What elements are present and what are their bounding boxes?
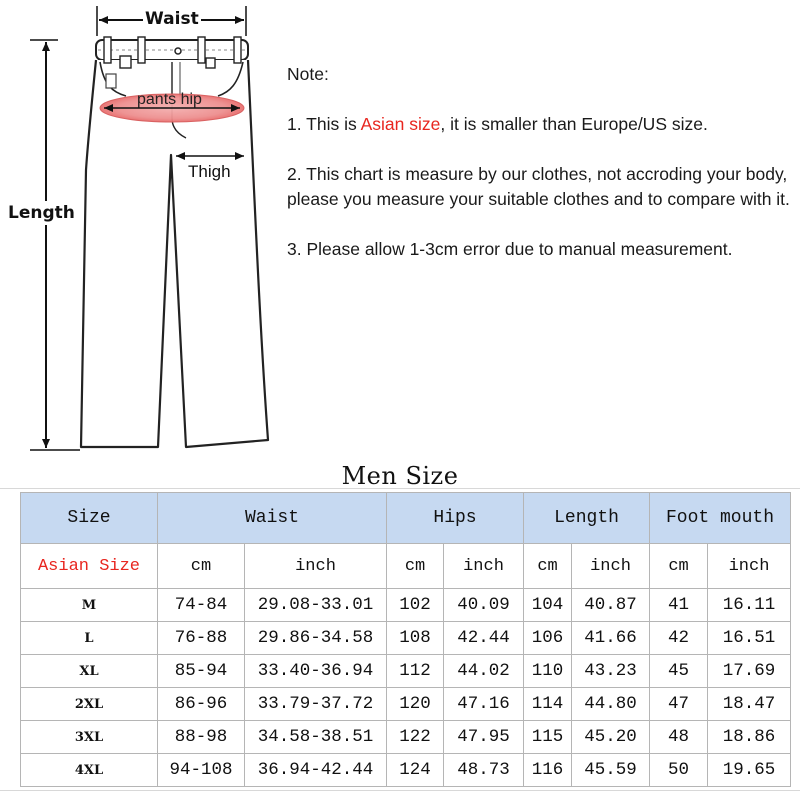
table-row [21,721,791,754]
unit-hips-cm: cm [387,544,444,589]
size-cell: 4XL [21,754,158,787]
table-row [21,655,791,688]
length-inch-cell: 44.80 [572,688,650,721]
header-size: Size [21,493,158,544]
hips-inch-cell: 40.09 [444,589,524,622]
foot-inch-cell: 16.11 [708,589,791,622]
length-inch-cell: 45.20 [572,721,650,754]
waist-inch-cell: 33.79-37.72 [245,688,387,721]
unit-foot-cm: cm [650,544,708,589]
note-item-2: 2. This chart is measure by our clothes, not accroding your body, [287,164,788,184]
length-inch-cell: 41.66 [572,622,650,655]
foot-inch-cell: 19.65 [708,754,791,787]
hips-inch-cell: 47.95 [444,721,524,754]
header-waist: Waist [158,493,387,544]
notes-heading: Note: [287,64,329,84]
asian-size-label: Asian Size [21,544,158,589]
length-inch-cell: 40.87 [572,589,650,622]
foot-cm-cell: 47 [650,688,708,721]
waist-inch-cell: 33.40-36.94 [245,655,387,688]
header-hips: Hips [387,493,524,544]
unit-waist-inch: inch [245,544,387,589]
size-cell: XL [21,655,158,688]
table-row [21,754,791,787]
hips-inch-cell: 48.73 [444,754,524,787]
length-cm-cell: 114 [524,688,572,721]
note-item-1: 1. This is Asian size, it is smaller than Europe/US size. [287,114,708,134]
foot-inch-cell: 17.69 [708,655,791,688]
foot-cm-cell: 42 [650,622,708,655]
notes-block [287,62,792,287]
size-cell: M [21,589,158,622]
length-label: Length [8,203,75,223]
pants-illustration [0,0,280,460]
unit-waist-cm: cm [158,544,245,589]
length-inch-cell: 43.23 [572,655,650,688]
waist-cm-cell: 94-108 [158,754,245,787]
length-cm-cell: 116 [524,754,572,787]
note-item-2-cont: please you measure your suitable clothes and to compare with it. [287,189,790,209]
waist-label: Waist [145,9,199,29]
waist-cm-cell: 86-96 [158,688,245,721]
hips-cm-cell: 122 [387,721,444,754]
foot-inch-cell: 16.51 [708,622,791,655]
waist-cm-cell: 74-84 [158,589,245,622]
length-cm-cell: 115 [524,721,572,754]
table-row [21,589,791,622]
table-header-row [21,493,791,544]
length-cm-cell: 106 [524,622,572,655]
hips-cm-cell: 108 [387,622,444,655]
waist-inch-cell: 36.94-42.44 [245,754,387,787]
hips-cm-cell: 112 [387,655,444,688]
waist-cm-cell: 85-94 [158,655,245,688]
table-units-row [21,544,791,589]
waist-inch-cell: 29.86-34.58 [245,622,387,655]
header-length: Length [524,493,650,544]
hips-inch-cell: 42.44 [444,622,524,655]
hips-cm-cell: 120 [387,688,444,721]
thigh-label: Thigh [188,162,231,181]
foot-cm-cell: 50 [650,754,708,787]
table-title: Men Size [341,462,459,490]
note-item-3: 3. Please allow 1-3cm error due to manual measurement. [287,239,733,259]
size-cell: L [21,622,158,655]
size-cell: 2XL [21,688,158,721]
foot-cm-cell: 45 [650,655,708,688]
table-row [21,688,791,721]
foot-cm-cell: 41 [650,589,708,622]
unit-hips-inch: inch [444,544,524,589]
pants-hip-label: pants hip [137,91,202,108]
hips-cm-cell: 102 [387,589,444,622]
foot-inch-cell: 18.47 [708,688,791,721]
size-table [20,492,791,787]
foot-cm-cell: 48 [650,721,708,754]
waist-inch-cell: 29.08-33.01 [245,589,387,622]
asian-size-highlight: Asian size [360,114,441,134]
unit-length-inch: inch [572,544,650,589]
foot-inch-cell: 18.86 [708,721,791,754]
size-cell: 3XL [21,721,158,754]
header-foot-mouth: Foot mouth [650,493,791,544]
table-row [21,622,791,655]
hips-inch-cell: 47.16 [444,688,524,721]
hips-cm-cell: 124 [387,754,444,787]
waist-cm-cell: 76-88 [158,622,245,655]
waist-inch-cell: 34.58-38.51 [245,721,387,754]
pants-diagram [0,0,280,460]
length-inch-cell: 45.59 [572,754,650,787]
waist-cm-cell: 88-98 [158,721,245,754]
button-icon [175,48,181,54]
unit-foot-inch: inch [708,544,791,589]
length-cm-cell: 104 [524,589,572,622]
unit-length-cm: cm [524,544,572,589]
length-cm-cell: 110 [524,655,572,688]
hips-inch-cell: 44.02 [444,655,524,688]
